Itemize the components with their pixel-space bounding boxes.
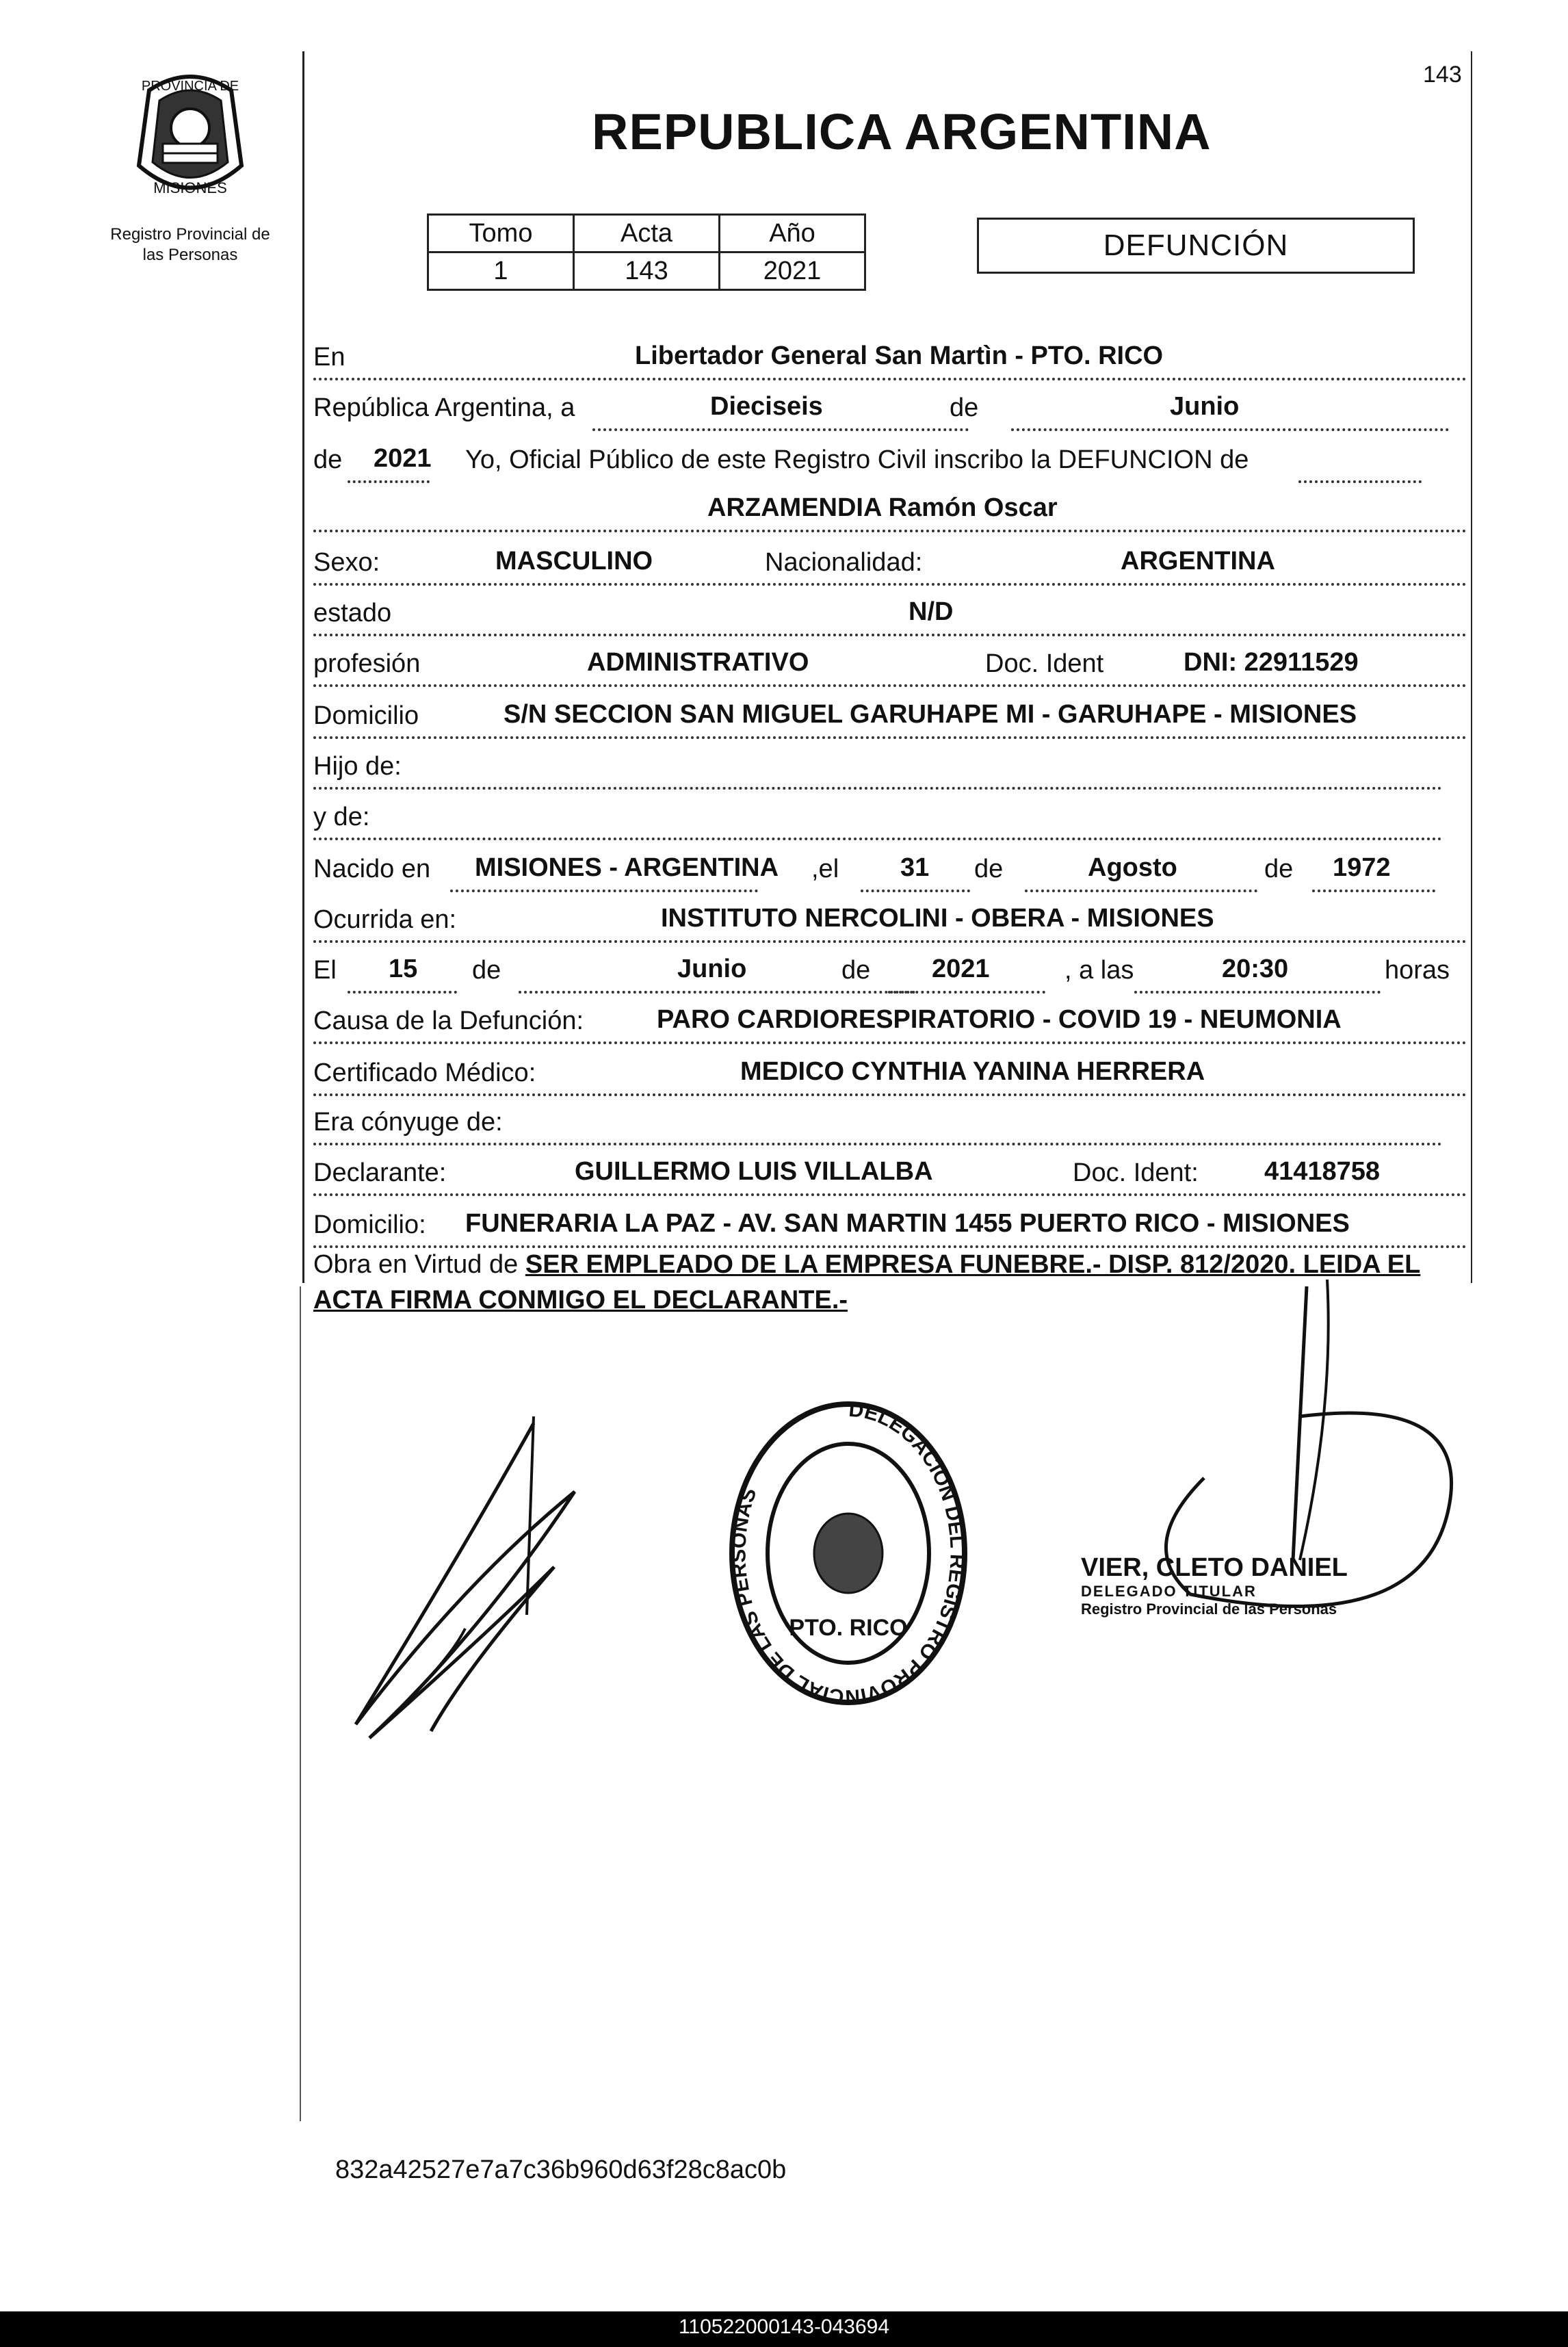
profesion-label: profesión (313, 649, 421, 678)
horas-label: horas (1385, 956, 1450, 985)
birth-year: 1972 (1333, 853, 1391, 882)
tomo-header: Tomo (428, 215, 574, 252)
conyuge-label: Era cónyuge de: (313, 1108, 503, 1137)
official-signature (1108, 1273, 1491, 1659)
day-value: Dieciseis (710, 392, 823, 421)
margin-line-top (302, 51, 304, 1283)
row-certificado (313, 1043, 1467, 1096)
certificado-value: MEDICO CYNTHIA YANINA HERRERA (740, 1057, 1205, 1086)
year-value: 2021 (374, 444, 432, 473)
death-time: 20:30 (1222, 955, 1289, 983)
record-type-box: DEFUNCIÓN (977, 218, 1415, 274)
death-day: 15 (389, 955, 418, 983)
declarante-doc-label: Doc. Ident: (1073, 1158, 1199, 1187)
row-date (313, 378, 1467, 428)
domicilio2-label: Domicilio: (313, 1210, 426, 1239)
record-table (427, 213, 866, 291)
de-label: de (950, 393, 979, 422)
birth-day: 31 (900, 853, 930, 882)
nacido-label: Nacido en (313, 855, 431, 883)
logo-text: PROVINCIA DE (141, 79, 239, 94)
nacido-value: MISIONES - ARGENTINA (475, 853, 779, 882)
estado-label: estado (313, 599, 392, 627)
ocurrida-value: INSTITUTO NERCOLINI - OBERA - MISIONES (661, 904, 1214, 933)
domicilio2-value: FUNERARIA LA PAZ - AV. SAN MARTIN 1455 PUERTO RICO - MISIONES (465, 1209, 1350, 1238)
row-hijo (313, 736, 1442, 790)
en-value: Libertador General San Martìn - PTO. RICO (635, 341, 1164, 370)
declarante-value: GUILLERMO LUIS VILLALBA (575, 1157, 933, 1186)
doc-ident-value: DNI: 22911529 (1184, 648, 1359, 677)
row-profesion (313, 634, 1467, 687)
obra-value: SER EMPLEADO DE LA EMPRESA FUNEBRE.- DISP. 812/2020. LEIDA EL ACTA FIRMA CONMIGO EL DECLARANTE.- (313, 1250, 1421, 1314)
yde-label: y de: (313, 803, 370, 831)
margin-line-bottom (300, 1286, 301, 2121)
right-margin-line (1471, 51, 1472, 1283)
nacionalidad-value: ARGENTINA (1121, 547, 1275, 575)
domicilio-value: S/N SECCION SAN MIGUEL GARUHAPE MI - GARUHAPE - MISIONES (504, 700, 1357, 729)
svg-text:MISIONES: MISIONES (153, 179, 227, 196)
row-ocurrida (313, 890, 1467, 943)
acta-value: 143 (574, 252, 720, 290)
oficial-text: Yo, Oficial Público de este Registro Civil inscribo la DEFUNCION de (465, 445, 1249, 474)
anio-value: 2021 (720, 252, 865, 290)
death-de2: de (841, 956, 871, 985)
causa-label: Causa de la Defunción: (313, 1007, 584, 1035)
death-de1: de (472, 956, 501, 985)
alas-label: , a las (1064, 956, 1134, 985)
official-name: VIER, CLETO DANIEL (1081, 1553, 1348, 1582)
death-month: Junio (677, 955, 747, 983)
row-en (313, 327, 1467, 380)
row-name (313, 479, 1467, 532)
sexo-value: MASCULINO (495, 547, 653, 575)
declarante-doc-value: 41418758 (1264, 1157, 1381, 1186)
en-label: En (313, 343, 345, 372)
page-title: REPUBLICA ARGENTINA (592, 103, 1212, 160)
domicilio-label: Domicilio (313, 701, 419, 730)
stamp-center-text: PTO. RICO (789, 1615, 908, 1641)
hijo-label: Hijo de: (313, 752, 402, 781)
province-logo (122, 63, 259, 210)
footer-code: 110522000143-043694 (678, 2316, 890, 2338)
row-causa (313, 991, 1467, 1044)
obra-label: Obra en Virtud de (313, 1250, 519, 1279)
deceased-name: ARZAMENDIA Ramón Oscar (707, 493, 1058, 522)
republica-label: República Argentina, a (313, 393, 575, 422)
acta-header: Acta (574, 215, 720, 252)
ocurrida-label: Ocurrida en: (313, 905, 457, 934)
el2-label: El (313, 956, 337, 985)
nacionalidad-label: Nacionalidad: (765, 548, 923, 577)
declarant-signature (328, 1410, 616, 1755)
row-conyuge (313, 1092, 1442, 1145)
sexo-label: Sexo: (313, 548, 380, 577)
profesion-value: ADMINISTRATIVO (587, 648, 809, 677)
death-year: 2021 (932, 955, 990, 983)
row-el (313, 940, 1467, 991)
official-stamp (718, 1389, 978, 1721)
tomo-value: 1 (428, 252, 574, 290)
page-number: 143 (1423, 62, 1462, 88)
row-nacido (313, 839, 1467, 890)
birth-month: Agosto (1088, 853, 1177, 882)
row-declarante (313, 1143, 1467, 1196)
anio-header: Año (720, 215, 865, 252)
stamp-ring-text: DELEGACION DEL REGISTRO PROVINCIAL DE LAS PERSONAS (727, 1398, 969, 1709)
month-value: Junio (1170, 392, 1240, 421)
declarante-label: Declarante: (313, 1158, 447, 1187)
row-domicilio2 (313, 1195, 1467, 1248)
de2-label: de (313, 445, 343, 474)
registry-label: Registro Provincial de las Personas (110, 225, 270, 264)
row-oficial (313, 430, 1467, 480)
row-yde (313, 787, 1442, 840)
birth-de1: de (974, 855, 1004, 883)
el-label: ,el (811, 855, 839, 883)
document-hash: 832a42527e7a7c36b960d63f28c8ac0b (335, 2155, 787, 2184)
official-org: Registro Provincial de las Personas (1081, 1600, 1337, 1618)
row-domicilio (313, 686, 1467, 739)
birth-de2: de (1264, 855, 1294, 883)
footer-bar (0, 2311, 1568, 2347)
estado-value: N/D (909, 597, 954, 626)
certificado-label: Certificado Médico: (313, 1059, 536, 1087)
doc-ident-label: Doc. Ident (985, 649, 1104, 678)
row-estado (313, 583, 1467, 636)
official-title: DELEGADO TITULAR (1081, 1583, 1257, 1600)
row-sexo (313, 532, 1467, 586)
causa-value: PARO CARDIORESPIRATORIO - COVID 19 - NEUMONIA (657, 1005, 1342, 1034)
